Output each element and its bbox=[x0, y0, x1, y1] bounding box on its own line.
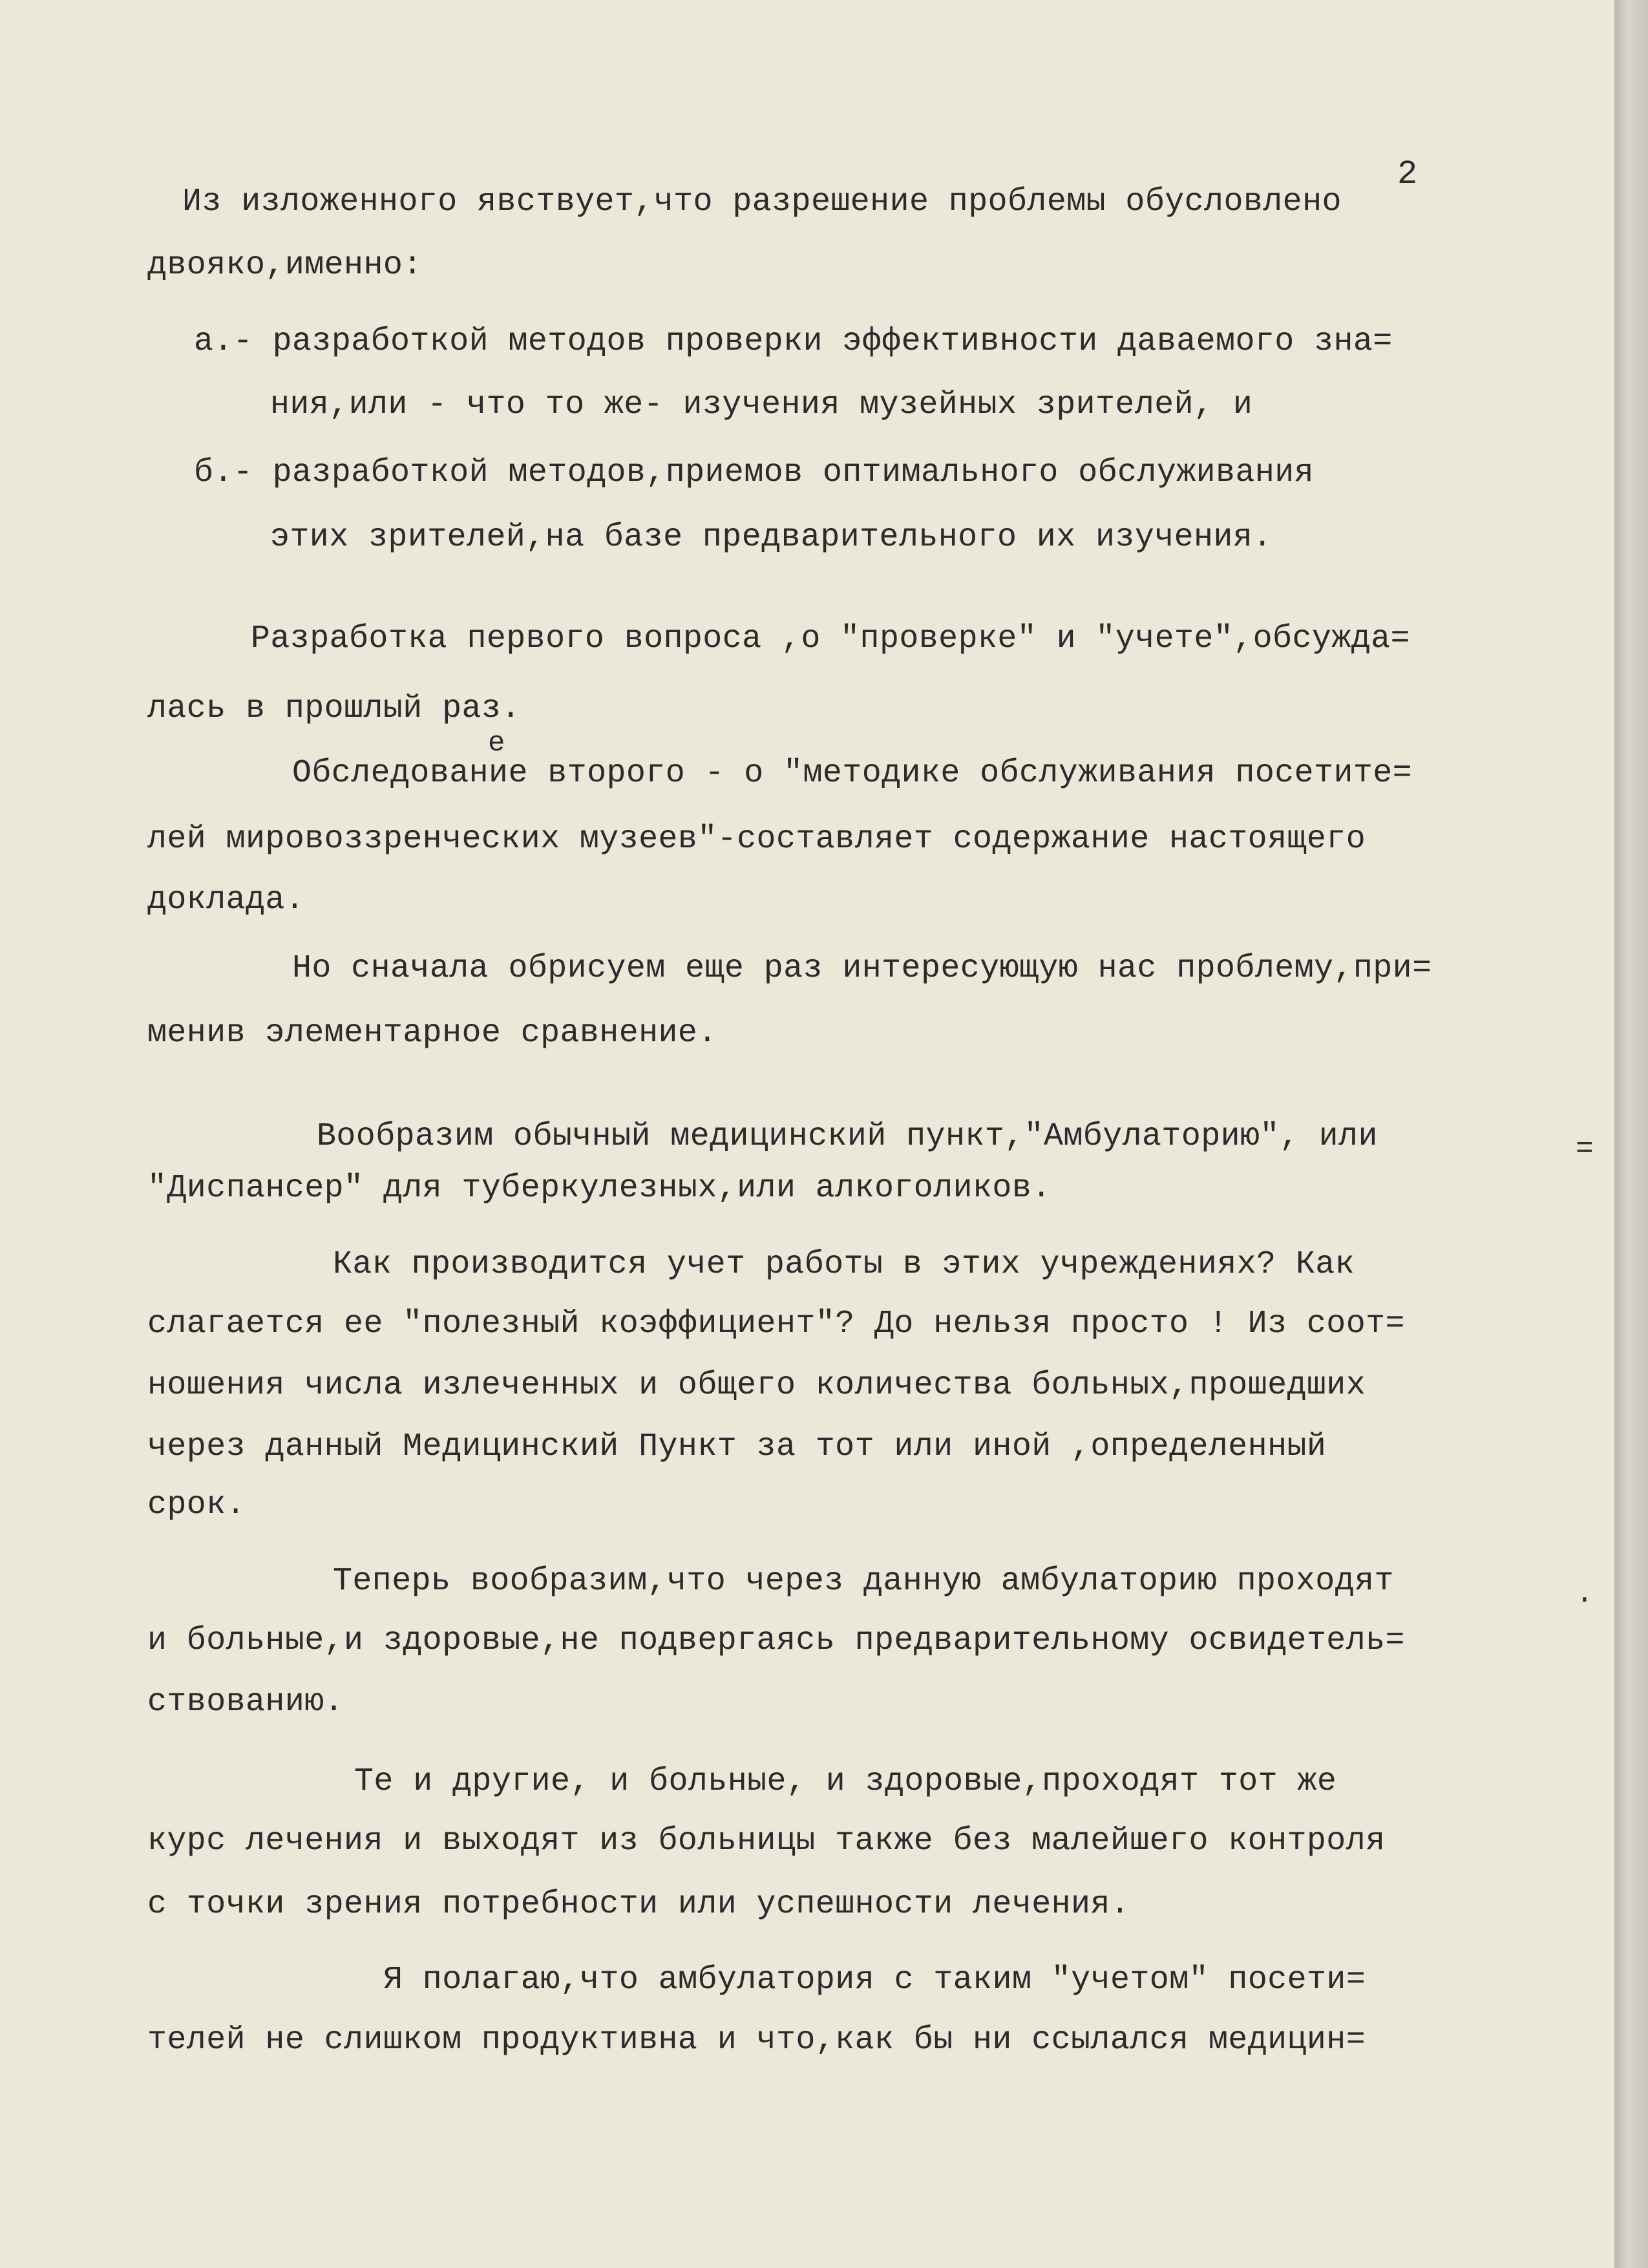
text-line: Вообразим обычный медицинский пункт,"Амбулаторию", или bbox=[317, 1118, 1378, 1155]
text-line: этих зрителей,на базе предварительного их изучения. bbox=[270, 519, 1273, 556]
text-line: срок. bbox=[147, 1487, 246, 1523]
text-line: б.- разработкой методов,приемов оптимального обслуживания bbox=[194, 454, 1315, 491]
text-line: Те и другие, и больные, и здоровые,проходят тот же bbox=[354, 1763, 1337, 1800]
text-line: лась в прошлый раз. bbox=[147, 690, 521, 727]
text-line: Я полагаю,что амбулатория с таким "учетом" посети= bbox=[383, 1962, 1366, 1998]
text-line: Разработка первого вопроса ,о "проверке" и "учете",обсужда= bbox=[251, 620, 1410, 657]
text-line: Обследование второго - о "методике обслуживания посетите= bbox=[292, 755, 1413, 792]
text-line: "Диспансер" для туберкулезных,или алкоголиков. bbox=[147, 1170, 1051, 1207]
text-line: Но сначала обрисуем еще раз интересующую нас проблему,при= bbox=[292, 950, 1432, 987]
text-line: и больные,и здоровые,не подвергаясь предварительному освидетель= bbox=[147, 1622, 1405, 1659]
text-line: с точки зрения потребности или успешности лечения. bbox=[147, 1886, 1130, 1923]
text-line: лей мировоззренческих музеев"-составляет содержание настоящего bbox=[147, 821, 1366, 858]
text-line: через данный Медицинский Пункт за тот или иной ,определенный bbox=[147, 1428, 1327, 1465]
text-line: телей не слишком продуктивна и что,как бы ни ссылался медицин= bbox=[147, 2022, 1366, 2059]
text-line: Из изложенного явствует,что разрешение проблемы обусловлено bbox=[182, 184, 1342, 220]
text-line: менив элементарное сравнение. bbox=[147, 1015, 717, 1052]
text-line: доклада. bbox=[147, 882, 305, 918]
text-line: а.- разработкой методов проверки эффективности даваемого зна= bbox=[194, 323, 1393, 360]
text-line: Теперь вообразим,что через данную амбулаторию проходят bbox=[333, 1563, 1394, 1600]
text-line: ствованию. bbox=[147, 1684, 344, 1721]
text-line: ношения числа излеченных и общего количества больных,прошедших bbox=[147, 1367, 1366, 1404]
underlying-page-edge bbox=[1614, 0, 1648, 2268]
margin-mark: . bbox=[1576, 1577, 1594, 1611]
margin-mark: = bbox=[1576, 1132, 1594, 1166]
text-line: двояко,именно: bbox=[147, 247, 423, 284]
text-line: курс лечения и выходят из больницы также без малейшего контроля bbox=[147, 1823, 1386, 1860]
text-line: ния,или - что то же- изучения музейных зрителей, и bbox=[270, 387, 1253, 423]
page-number: 2 bbox=[1397, 155, 1418, 193]
text-line: Как производится учет работы в этих учреждениях? Как bbox=[333, 1246, 1355, 1283]
text-line: слагается ее "полезный коэффициент"? До нельзя просто ! Из соот= bbox=[147, 1306, 1405, 1342]
handwritten-correction: е bbox=[488, 727, 505, 759]
